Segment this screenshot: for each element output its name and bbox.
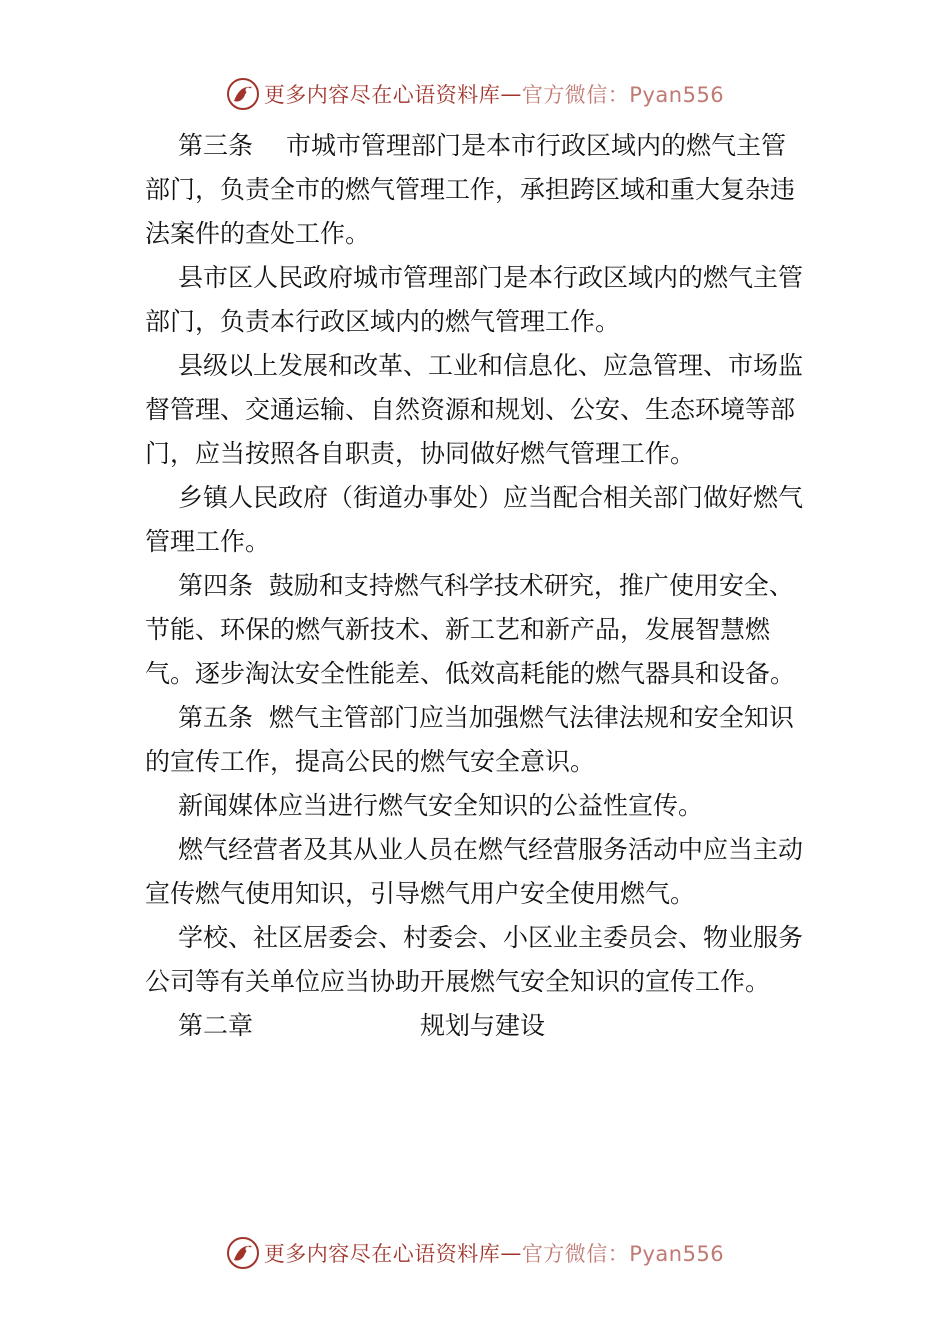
chapter-heading [145,1004,810,1048]
paragraph-media: 新闻媒体应当进行燃气安全知识的公益性宣传。 [178,791,704,820]
brand-logo-icon [226,77,260,111]
header-wechat-text: 官方微信：Pyan556 [521,83,725,107]
footer-banner [0,1233,950,1273]
paragraph-operators: 燃气经营者及其从业人员在燃气经营服务活动中应当主动宣传燃气使用知识，引导燃气用户安全使用燃气。 [145,835,804,908]
document-body [145,124,810,1048]
header-separator: — [500,82,522,106]
paragraph-article-3: 第三条 市城市管理部门是本市行政区域内的燃气主管部门，负责全市的燃气管理工作，承担跨区域和重大复杂违法案件的查处工作。 [145,131,796,248]
header-promo-text: 更多内容尽在心语资料库 [263,83,501,107]
chapter-title: 规划与建设 [420,1011,546,1040]
paragraph-article-4: 第四条 鼓励和支持燃气科学技术研究，推广使用安全、节能、环保的燃气新技术、新工艺和新产品，发展智慧燃气。逐步淘汰安全性能差、低效高耗能的燃气器具和设备。 [145,571,796,688]
paragraph-county-dept: 县市区人民政府城市管理部门是本行政区域内的燃气主管部门，负责本行政区域内的燃气管理工作。 [145,263,804,336]
paragraph-schools: 学校、社区居委会、村委会、小区业主委员会、物业服务公司等有关单位应当协助开展燃气安全知识的宣传工作。 [145,923,804,996]
brand-logo-icon [226,1236,260,1270]
footer-separator: — [500,1241,522,1265]
chapter-number: 第二章 [178,1011,254,1040]
header-banner [0,74,950,114]
footer-wechat-text: 官方微信：Pyan556 [521,1242,725,1266]
paragraph-article-5: 第五条 燃气主管部门应当加强燃气法律法规和安全知识的宣传工作，提高公民的燃气安全意识。 [145,703,794,776]
paragraph-township: 乡镇人民政府（街道办事处）应当配合相关部门做好燃气管理工作。 [145,483,804,556]
footer-promo-text: 更多内容尽在心语资料库 [263,1242,501,1266]
paragraph-related-depts: 县级以上发展和改革、工业和信息化、应急管理、市场监督管理、交通运输、自然资源和规划、公安、生态环境等部门，应当按照各自职责，协同做好燃气管理工作。 [145,351,804,468]
